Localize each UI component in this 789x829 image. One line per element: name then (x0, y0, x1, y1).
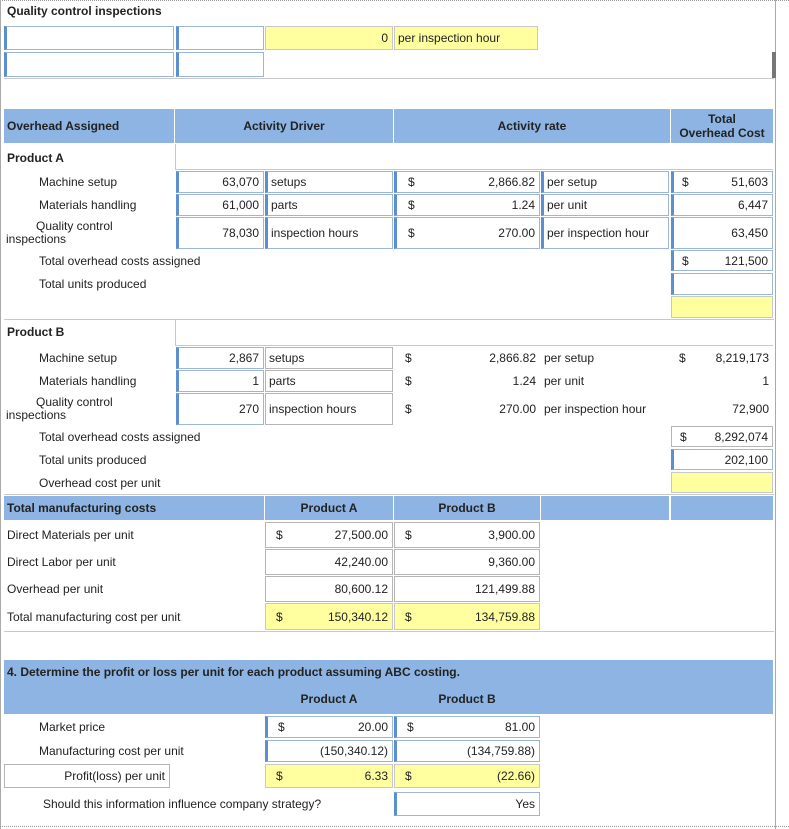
header-total-line1: Total (708, 112, 736, 126)
dollar-sign: $ (276, 769, 283, 783)
b-total-assigned-label: Total overhead costs assigned (39, 429, 201, 444)
market-price-label: Market price (39, 720, 106, 734)
top-input-2a[interactable] (4, 52, 174, 77)
b-machine-setup-total (671, 347, 773, 369)
grid (175, 320, 176, 346)
product-a-label: Product A (7, 151, 64, 165)
strategy-answer[interactable]: Yes (394, 792, 540, 816)
b-machine-setup-unit: setups (265, 347, 393, 369)
mfg-dm-label: Direct Materials per unit (7, 528, 134, 542)
label-line2: inspections (6, 232, 67, 246)
value: 81.00 (504, 720, 535, 734)
mfg-dl-a: 42,240.00 (265, 549, 393, 575)
a-materials-handling-rate-unit[interactable]: per unit (541, 194, 669, 216)
a-units-label: Total units produced (39, 277, 147, 291)
label-line1: Quality control (36, 219, 113, 233)
mfg-oh-a: 80,600.12 (265, 576, 393, 602)
b-quality-control-rate (394, 393, 540, 425)
bottom-border (0, 826, 789, 827)
value: 27,500.00 (334, 528, 388, 542)
mfg-oh-label: Overhead per unit (7, 582, 104, 596)
a-machine-setup-label: Machine setup (39, 175, 118, 189)
dollar-sign: $ (278, 720, 285, 734)
b-quality-control-label (4, 393, 176, 425)
mfg-hdr-blank-1 (541, 496, 669, 520)
a-machine-setup-rate-unit[interactable]: per setup (541, 171, 669, 193)
a-quality-control-total[interactable]: 63,450 (671, 217, 773, 249)
a-machine-setup-rate[interactable] (394, 171, 540, 193)
value: 150,340.12 (327, 609, 388, 624)
rate-value: 2,866.82 (489, 351, 536, 365)
grid (175, 169, 773, 170)
total-value: 8,292,074 (714, 429, 768, 444)
b-materials-handling-total: 1 (762, 374, 769, 388)
dollar-sign: $ (682, 175, 689, 189)
left-border (0, 0, 1, 829)
mfg-dm-a (265, 522, 393, 548)
product-b-label: Product B (7, 325, 65, 339)
market-price-a[interactable] (265, 716, 393, 738)
grid (175, 144, 176, 170)
top-input-2b[interactable] (176, 52, 264, 77)
a-materials-handling-unit[interactable]: parts (265, 194, 393, 216)
dollar-sign: $ (405, 351, 412, 365)
mfg-dl-b: 9,360.00 (394, 549, 540, 575)
a-materials-handling-label: Materials handling (39, 198, 137, 212)
mfg-cost-label: Manufacturing cost per unit (39, 744, 184, 758)
total-value: 51,603 (731, 175, 768, 189)
a-units-value[interactable] (671, 273, 773, 295)
top-input-1b[interactable] (176, 26, 264, 50)
value: 134,759.88 (474, 609, 535, 624)
mfg-cost-a[interactable]: (150,340.12) (265, 740, 393, 762)
profit-col-b: Product B (438, 692, 496, 706)
strategy-question: Should this information influence company strategy? (43, 797, 322, 811)
a-quality-control-label (4, 217, 176, 249)
label-line1: Quality control (36, 395, 113, 409)
a-quality-control-unit[interactable]: inspection hours (265, 217, 393, 249)
dollar-sign: $ (405, 374, 412, 388)
dollar-sign: $ (405, 769, 412, 783)
b-materials-handling-rate-unit: per unit (544, 374, 585, 388)
grid (4, 631, 774, 632)
top-border (0, 0, 789, 1)
header-overhead-assigned: Overhead Assigned (4, 109, 174, 143)
dollar-sign: $ (405, 402, 412, 416)
b-materials-handling-qty[interactable]: 1 (176, 370, 264, 392)
top-rate-unit: per inspection hour (394, 26, 538, 50)
dollar-sign: $ (405, 609, 412, 624)
b-machine-setup-rate (394, 347, 540, 369)
b-units-value[interactable]: 202,100 (671, 449, 773, 470)
value: 20.00 (357, 720, 388, 734)
value: (22.66) (496, 769, 535, 783)
b-machine-setup-qty[interactable]: 2,867 (176, 347, 264, 369)
profit-a (265, 764, 393, 788)
b-overhead-per-unit-label: Overhead cost per unit (39, 475, 161, 490)
mfg-col-b: Product B (394, 496, 540, 520)
b-materials-handling-unit: parts (265, 370, 393, 392)
a-total-assigned-label: Total overhead costs assigned (39, 253, 201, 268)
b-machine-setup-rate-unit: per setup (544, 351, 595, 365)
dollar-sign: $ (679, 351, 686, 365)
b-quality-control-qty[interactable]: 270 (176, 393, 264, 425)
a-machine-setup-total[interactable] (671, 171, 773, 193)
mfg-hdr-blank-2 (671, 496, 773, 520)
dollar-sign: $ (682, 253, 689, 268)
a-machine-setup-qty[interactable]: 63,070 (176, 171, 264, 193)
mfg-dm-b (394, 522, 540, 548)
a-materials-handling-total[interactable]: 6,447 (671, 194, 773, 216)
a-materials-handling-qty[interactable]: 61,000 (176, 194, 264, 216)
b-overhead-per-unit-value[interactable] (671, 472, 773, 493)
rate-value: 2,866.82 (488, 175, 535, 189)
dollar-sign: $ (408, 198, 415, 212)
question-4: 4. Determine the profit or loss per unit for each product assuming ABC costing. (4, 660, 773, 684)
dollar-sign: $ (408, 175, 415, 189)
right-border (775, 0, 776, 829)
mfg-col-a: Product A (265, 496, 393, 520)
b-total-assigned-value (671, 426, 773, 447)
value: 6.33 (364, 769, 388, 783)
separator (4, 78, 774, 79)
mfg-title: Total manufacturing costs (4, 496, 264, 520)
header-total-overhead (671, 109, 773, 143)
b-materials-handling-rate (394, 370, 540, 392)
dollar-sign: $ (276, 609, 283, 624)
rate-value: 270.00 (499, 402, 536, 416)
profit-b (394, 764, 540, 788)
value: 3,900.00 (488, 528, 535, 542)
total-value: 8,219,173 (715, 351, 769, 365)
a-machine-setup-unit[interactable]: setups (265, 171, 393, 193)
a-total-assigned-value[interactable] (671, 250, 773, 271)
mfg-oh-b: 121,499.88 (394, 576, 540, 602)
b-quality-control-unit: inspection hours (265, 393, 393, 425)
sheet-title: Quality control inspections (7, 4, 162, 18)
b-machine-setup-label: Machine setup (39, 351, 118, 365)
dollar-sign: $ (405, 528, 412, 542)
grid (4, 319, 774, 320)
top-input-1a[interactable] (4, 26, 174, 50)
dollar-sign: $ (680, 429, 687, 444)
market-price-b[interactable] (394, 716, 540, 738)
mfg-total-b (394, 603, 540, 630)
grid (4, 494, 774, 495)
grid (175, 345, 773, 346)
profit-label: Profit(loss) per unit (4, 764, 170, 788)
dollar-sign: $ (408, 226, 415, 240)
mfg-total-label: Total manufacturing cost per unit (7, 609, 181, 624)
label-line2: inspections (6, 408, 67, 422)
dollar-sign: $ (407, 720, 414, 734)
mfg-cost-b[interactable]: (134,759.88) (394, 740, 540, 762)
rate-value: 1.24 (512, 374, 536, 388)
rate-value: 270.00 (498, 226, 535, 240)
b-materials-handling-label: Materials handling (39, 374, 137, 388)
a-quality-control-qty[interactable]: 78,030 (176, 217, 264, 249)
header-total-line2: Overhead Cost (679, 126, 765, 140)
header-activity-driver: Activity Driver (175, 109, 393, 143)
header-activity-rate: Activity rate (394, 109, 670, 143)
mfg-dl-label: Direct Labor per unit (7, 555, 116, 569)
b-quality-control-rate-unit: per inspection hour (544, 402, 647, 416)
b-units-label: Total units produced (39, 452, 147, 467)
dollar-sign: $ (276, 528, 283, 542)
a-materials-handling-rate[interactable] (394, 194, 540, 216)
b-quality-control-total: 72,900 (732, 402, 769, 416)
a-quality-control-rate[interactable] (394, 217, 540, 249)
profit-col-a: Product A (300, 692, 358, 706)
total-value: 121,500 (724, 253, 768, 268)
rate-value: 1.24 (511, 198, 535, 212)
scroll-marker (772, 52, 776, 78)
a-quality-control-rate-unit[interactable]: per inspection hour (541, 217, 669, 249)
a-overhead-per-unit-value[interactable] (671, 296, 773, 318)
top-rate-value[interactable]: 0 (265, 26, 393, 50)
mfg-total-a (265, 603, 393, 630)
